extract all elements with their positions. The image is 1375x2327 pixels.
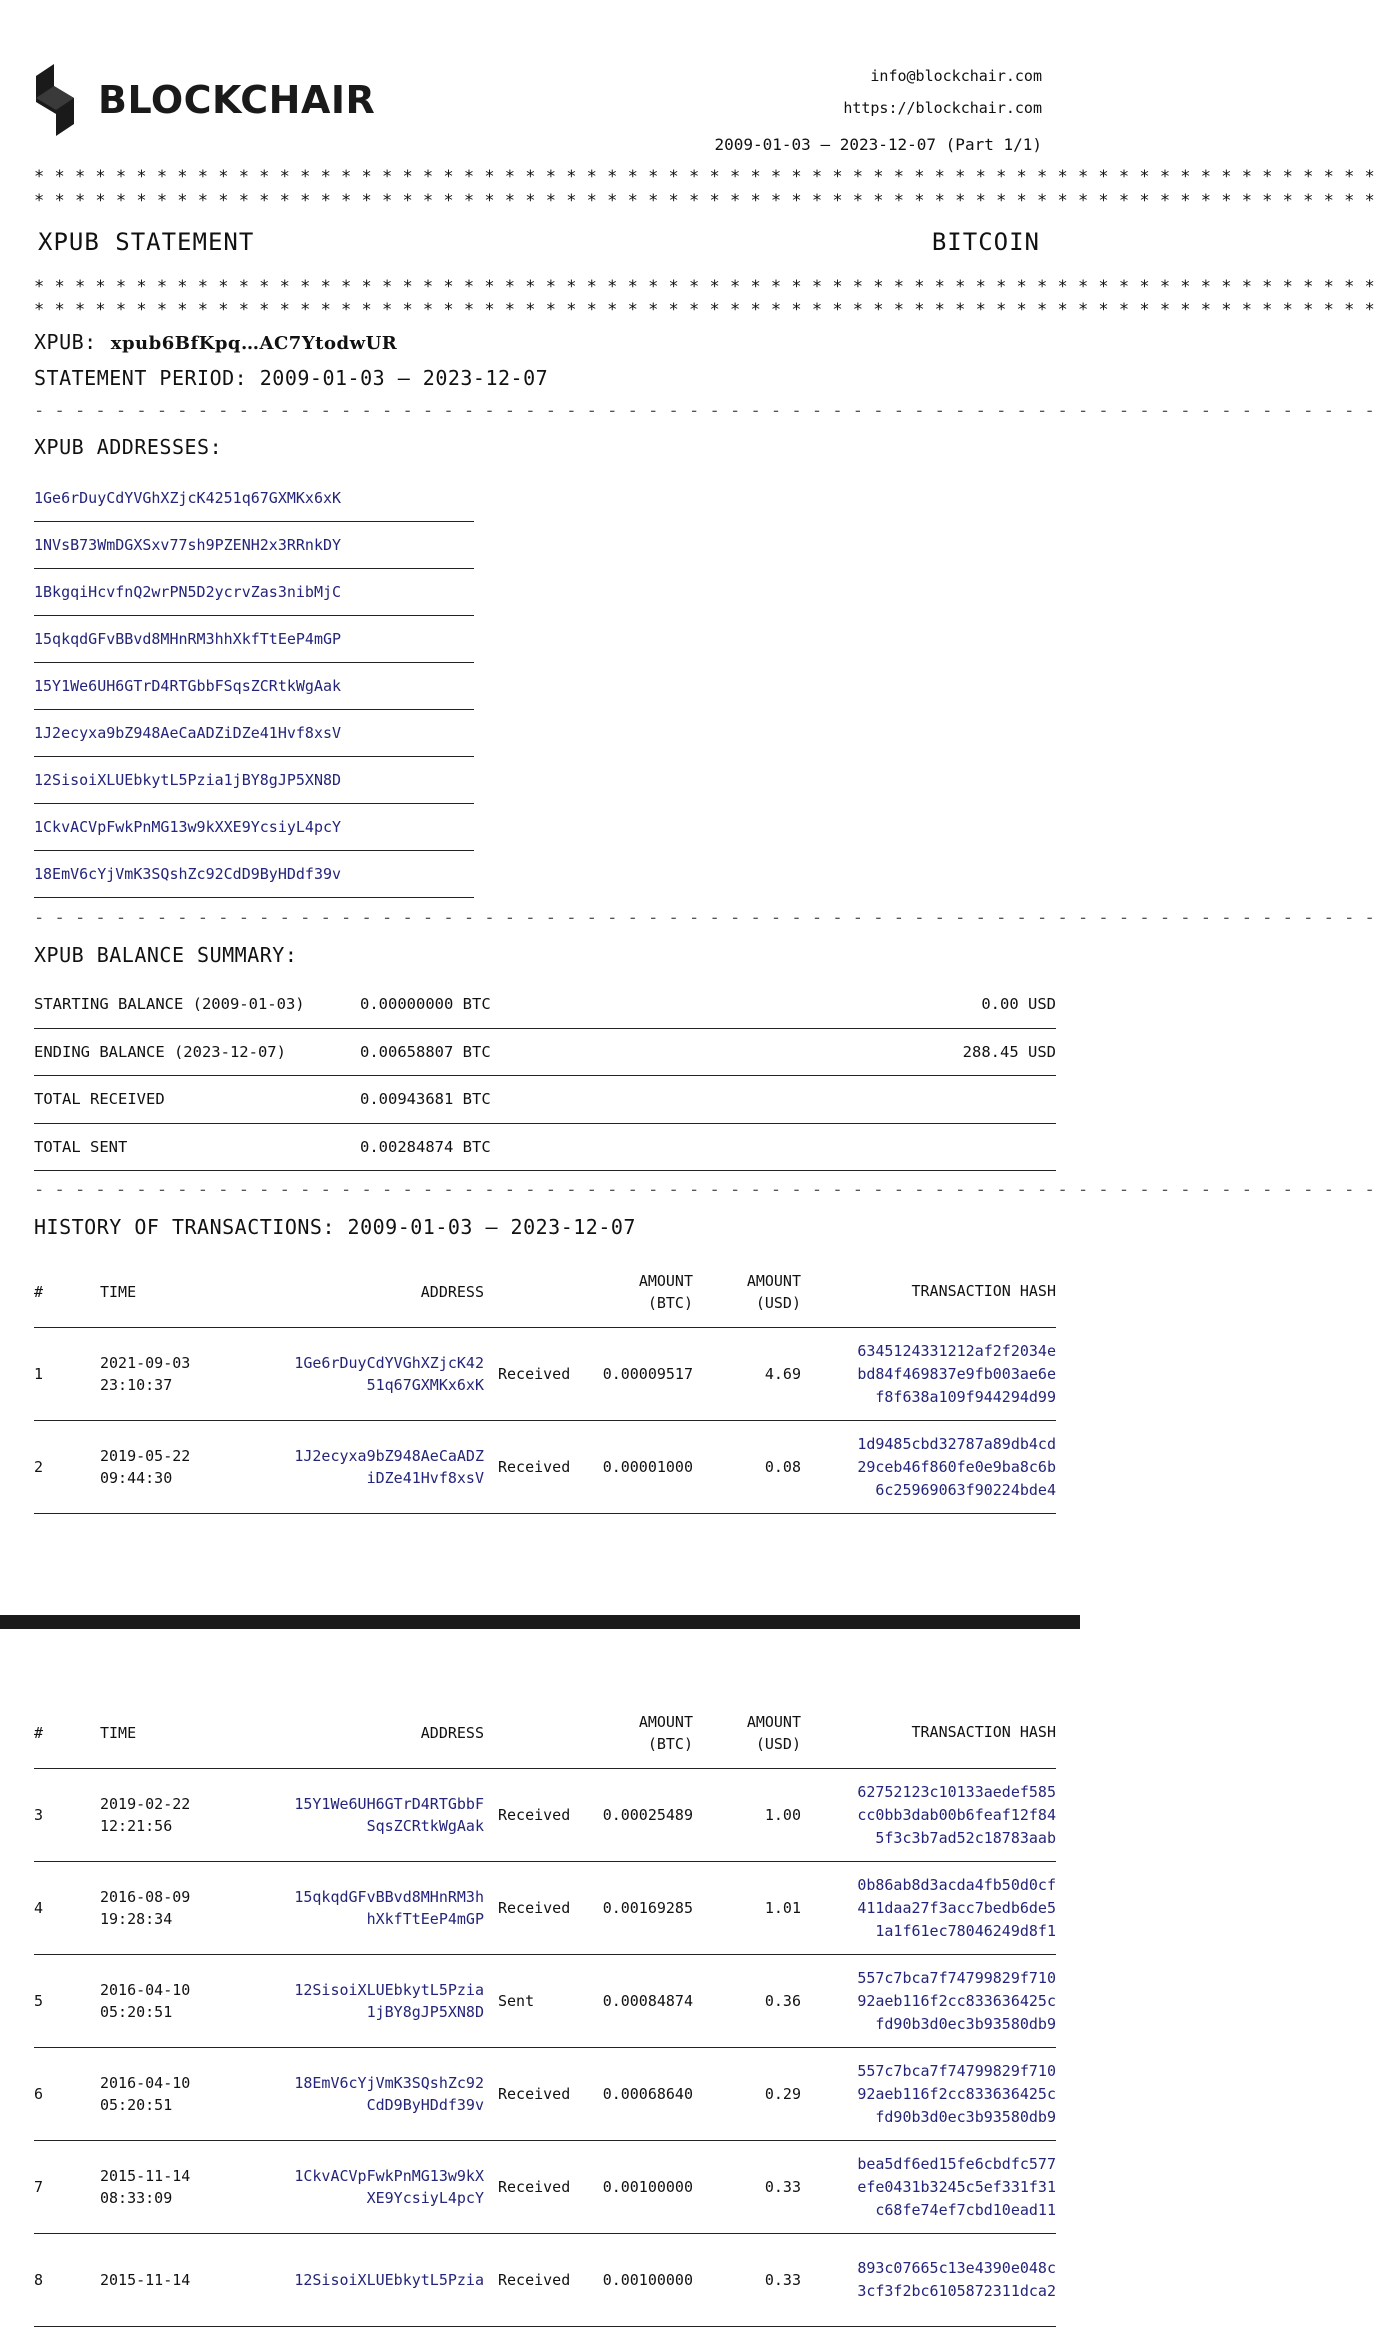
table-row (34, 2234, 1056, 2327)
tx-address-link[interactable]: 1Ge6rDuyCdYVGhXZjcK42 51q67GXMKx6xK (294, 1354, 484, 1394)
balance-row (34, 1029, 1056, 1077)
address-link[interactable]: 15qkqdGFvBBvd8MHnRM3hhXkfTtEeP4mGP (34, 616, 474, 663)
tx-number: 6 (34, 2085, 44, 2103)
balance-label: STARTING BALANCE (2009-01-03) (34, 995, 305, 1014)
tx-type: Sent (498, 1992, 535, 2010)
statement-title-row (38, 228, 1040, 256)
tx-number: 3 (34, 1806, 44, 1824)
tx-time: 2016-04-10 05:20:51 (100, 2074, 191, 2114)
tx-amount-usd: 1.00 (764, 1806, 801, 1824)
col-amount-usd-header: AMOUNT (USD) (746, 1271, 801, 1312)
history-heading: HISTORY OF TRANSACTIONS: 2009-01-03 — 2023-12-07 (34, 1215, 636, 1239)
tx-hash-link[interactable]: 1d9485cbd32787a89db4cd 29ceb46f860fe0e9ba8c6b 6c25969063f90224bde4 (857, 1434, 1056, 1499)
address-link[interactable]: 1J2ecyxa9bZ948AeCaADZiDZe41Hvf8xsV (34, 710, 474, 757)
stars-separator: * * * * * * * * * * * * * * * * * * * * * * * * * * * * * * * * * * * * * * * * * * * * * * * * * * * * * * * * * * * * * * * * * * (34, 300, 1375, 320)
table-header (34, 1256, 1056, 1328)
tx-amount-btc: 0.00169285 (602, 1899, 693, 1917)
xpub-label: XPUB: (34, 330, 97, 354)
coin-name: BITCOIN (931, 228, 1040, 256)
tx-amount-usd: 0.08 (764, 1458, 801, 1476)
tx-time: 2019-02-22 12:21:56 (100, 1795, 191, 1835)
tx-address-link[interactable]: 15qkqdGFvBBvd8MHnRM3h hXkfTtEeP4mGP (294, 1888, 484, 1928)
address-link[interactable]: 12SisoiXLUEbkytL5Pzia1jBY8gJP5XN8D (34, 757, 474, 804)
col-num-header: # (34, 1282, 44, 1301)
tx-address-link[interactable]: 1CkvACVpFwkPnMG13w9kX XE9YcsiyL4pcY (294, 2167, 484, 2207)
tx-address-link[interactable]: 15Y1We6UH6GTrD4RTGbbF SqsZCRtkWgAak (294, 1795, 484, 1835)
table-row (34, 1769, 1056, 1862)
tx-time: 2016-08-09 19:28:34 (100, 1888, 191, 1928)
balance-heading: XPUB BALANCE SUMMARY: (34, 943, 298, 967)
dash-separator: - - - - - - - - - - - - - - - - - - - - - - - - - - - - - - - - - - - - - - - - - - - - - - - - - - - - - - - - - - - - - - - - - - (34, 401, 1375, 421)
balance-label: ENDING BALANCE (2023-12-07) (34, 1042, 286, 1061)
tx-amount-btc: 0.00009517 (602, 1365, 693, 1383)
balance-btc: 0.00000000 BTC (360, 995, 491, 1014)
addresses-heading: XPUB ADDRESSES: (34, 435, 223, 459)
balance-usd: 0.00 USD (981, 995, 1056, 1014)
table-row (34, 2141, 1056, 2234)
col-amount-btc-header: AMOUNT (BTC) (638, 1271, 693, 1312)
balance-label: TOTAL SENT (34, 1137, 128, 1156)
tx-amount-usd: 0.33 (764, 2271, 801, 2289)
xpub-line (34, 330, 397, 354)
col-amount-btc-header: AMOUNT (BTC) (638, 1712, 693, 1753)
tx-hash-link[interactable]: 557c7bca7f74799829f710 92aeb116f2cc833636425c fd90b3d0ec3b93580db9 (857, 2061, 1056, 2126)
stars-separator: * * * * * * * * * * * * * * * * * * * * * * * * * * * * * * * * * * * * * * * * * * * * * * * * * * * * * * * * * * * * * * * * * * (34, 277, 1375, 297)
statement-range: 2009-01-03 — 2023-12-07 (Part 1/1) (714, 135, 1042, 154)
table-row (34, 1328, 1056, 1421)
tx-hash-link[interactable]: bea5df6ed15fe6cbdfc577 efe0431b3245c5ef331f31 c68fe74ef7cbd10ead11 (857, 2154, 1056, 2219)
balance-summary (34, 981, 1056, 1171)
address-link[interactable]: 1BkgqiHcvfnQ2wrPN5D2ycrvZas3nibMjC (34, 569, 474, 616)
stars-separator: * * * * * * * * * * * * * * * * * * * * * * * * * * * * * * * * * * * * * * * * * * * * * * * * * * * * * * * * * * * * * * * * * * (34, 167, 1375, 187)
transactions-table (34, 1256, 1056, 1514)
tx-hash-link[interactable]: 0b86ab8d3acda4fb50d0cf 411daa27f3acc7bedb6de5 1a1f61ec78046249d8f1 (857, 1875, 1056, 1940)
table-row (34, 2048, 1056, 2141)
col-time-header: TIME (100, 1282, 137, 1301)
col-num-header: # (34, 1723, 44, 1742)
col-address-header: ADDRESS (420, 1723, 484, 1742)
tx-type: Received (498, 1899, 571, 1917)
address-link[interactable]: 1NVsB73WmDGXSxv77sh9PZENH2x3RRnkDY (34, 522, 474, 569)
table-row (34, 1421, 1056, 1514)
address-link[interactable]: 15Y1We6UH6GTrD4RTGbbFSqsZCRtkWgAak (34, 663, 474, 710)
col-hash-header: TRANSACTION HASH (911, 1282, 1056, 1300)
tx-time: 2015-11-14 (100, 2271, 191, 2289)
stars-separator: * * * * * * * * * * * * * * * * * * * * * * * * * * * * * * * * * * * * * * * * * * * * * * * * * * * * * * * * * * * * * * * * * * (34, 191, 1375, 211)
col-address-header: ADDRESS (420, 1282, 484, 1301)
tx-amount-usd: 0.33 (764, 2178, 801, 2196)
tx-address-link[interactable]: 12SisoiXLUEbkytL5Pzia 1jBY8gJP5XN8D (294, 1981, 484, 2021)
page-break (0, 1615, 1080, 1629)
table-header (34, 1697, 1056, 1769)
statement-period: STATEMENT PERIOD: 2009-01-03 — 2023-12-07 (34, 366, 549, 390)
tx-address-link[interactable]: 1J2ecyxa9bZ948AeCaADZ iDZe41Hvf8xsV (294, 1447, 484, 1487)
balance-usd: 288.45 USD (962, 1042, 1056, 1061)
balance-btc: 0.00943681 BTC (360, 1090, 491, 1109)
tx-amount-btc: 0.00025489 (602, 1806, 693, 1824)
balance-btc: 0.00658807 BTC (360, 1042, 491, 1061)
balance-row (34, 1124, 1056, 1172)
tx-hash-link[interactable]: 62752123c10133aedef585 cc0bb3dab00b6feaf12f84 5f3c3b7ad52c18783aab (857, 1782, 1056, 1847)
tx-hash-link[interactable]: 557c7bca7f74799829f710 92aeb116f2cc833636425c fd90b3d0ec3b93580db9 (857, 1968, 1056, 2033)
tx-type: Received (498, 2271, 571, 2289)
balance-btc: 0.00284874 BTC (360, 1137, 491, 1156)
transactions-table-continued (34, 1697, 1056, 2327)
tx-type: Received (498, 1365, 571, 1383)
address-link[interactable]: 1CkvACVpFwkPnMG13w9kXXE9YcsiyL4pcY (34, 804, 474, 851)
tx-time: 2016-04-10 05:20:51 (100, 1981, 191, 2021)
tx-amount-btc: 0.00100000 (602, 2271, 693, 2289)
balance-row (34, 1076, 1056, 1124)
tx-amount-btc: 0.00001000 (602, 1458, 693, 1476)
tx-amount-usd: 1.01 (764, 1899, 801, 1917)
tx-time: 2015-11-14 08:33:09 (100, 2167, 191, 2207)
col-hash-header: TRANSACTION HASH (911, 1723, 1056, 1741)
address-link[interactable]: 18EmV6cYjVmK3SQshZc92CdD9ByHDdf39v (34, 851, 474, 898)
tx-time: 2021-09-03 23:10:37 (100, 1354, 191, 1394)
col-time-header: TIME (100, 1723, 137, 1742)
dash-separator: - - - - - - - - - - - - - - - - - - - - - - - - - - - - - - - - - - - - - - - - - - - - - - - - - - - - - - - - - - - - - - - - - - (34, 1180, 1375, 1200)
address-list (34, 475, 474, 898)
tx-number: 2 (34, 1458, 44, 1476)
contact-website[interactable]: https://blockchair.com (843, 99, 1042, 117)
tx-number: 8 (34, 2271, 44, 2289)
tx-amount-btc: 0.00084874 (602, 1992, 693, 2010)
tx-amount-btc: 0.00068640 (602, 2085, 693, 2103)
table-row (34, 1955, 1056, 2048)
table-row (34, 1862, 1056, 1955)
tx-address-link[interactable]: 12SisoiXLUEbkytL5Pzia (294, 2271, 484, 2289)
tx-hash-link[interactable]: 893c07665c13e4390e048c 3cf3f2bc6105872311dca2 (857, 2259, 1056, 2300)
brand-name: BLOCKCHAIR (98, 78, 376, 122)
balance-label: TOTAL RECEIVED (34, 1090, 165, 1109)
statement-title: XPUB STATEMENT (38, 228, 255, 256)
tx-amount-usd: 0.36 (764, 1992, 801, 2010)
contact-email[interactable]: info@blockchair.com (870, 67, 1042, 85)
tx-amount-btc: 0.00100000 (602, 2178, 693, 2196)
brand-logo (34, 60, 375, 140)
tx-amount-usd: 0.29 (764, 2085, 801, 2103)
address-link[interactable]: 1Ge6rDuyCdYVGhXZjcK4251q67GXMKx6xK (34, 475, 474, 522)
blockchair-logo-icon (34, 60, 76, 140)
dash-separator: - - - - - - - - - - - - - - - - - - - - - - - - - - - - - - - - - - - - - - - - - - - - - - - - - - - - - - - - - - - - - - - - - - (34, 908, 1375, 928)
tx-type: Received (498, 2085, 571, 2103)
tx-number: 1 (34, 1365, 44, 1383)
tx-number: 5 (34, 1992, 44, 2010)
tx-address-link[interactable]: 18EmV6cYjVmK3SQshZc92 CdD9ByHDdf39v (294, 2074, 484, 2114)
tx-type: Received (498, 1806, 571, 1824)
balance-row (34, 981, 1056, 1029)
tx-type: Received (498, 2178, 571, 2196)
tx-number: 4 (34, 1899, 44, 1917)
xpub-value: xpub6BfKpq…AC7YtodwUR (110, 333, 398, 354)
tx-time: 2019-05-22 09:44:30 (100, 1447, 191, 1487)
tx-amount-usd: 4.69 (764, 1365, 801, 1383)
col-amount-usd-header: AMOUNT (USD) (746, 1712, 801, 1753)
tx-type: Received (498, 1458, 571, 1476)
tx-number: 7 (34, 2178, 44, 2196)
tx-hash-link[interactable]: 6345124331212af2f2034e bd84f469837e9fb003ae6e f8f638a109f944294d99 (857, 1341, 1056, 1406)
